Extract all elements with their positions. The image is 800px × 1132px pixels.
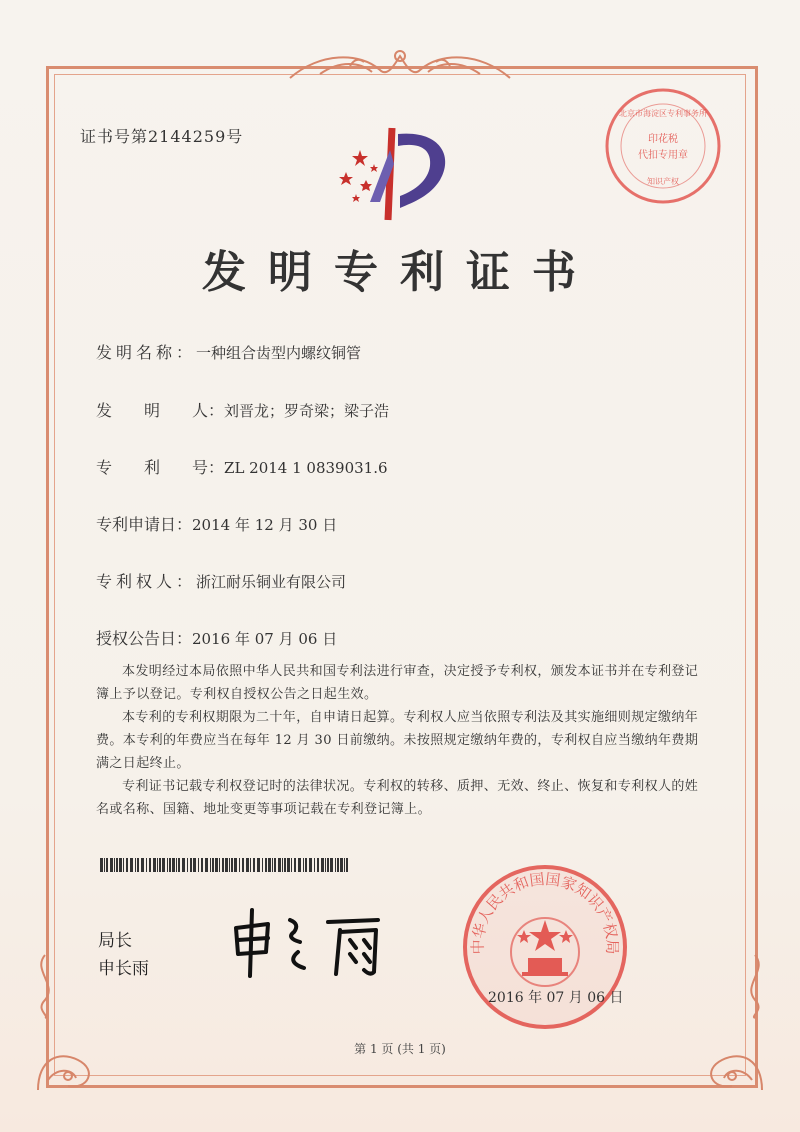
patentee-row (96, 569, 346, 592)
small-stamp-ring-text: 北京市海淀区专利事务所 (619, 109, 707, 118)
invention-name-row (96, 340, 361, 363)
right-side-ornament (740, 950, 770, 1020)
bottom-right-ornament (682, 1020, 772, 1100)
announcement-date-label: 授权公告日： (96, 629, 193, 648)
filing-date-label: 专利申请日： (96, 515, 193, 534)
invention-name-value: 一种组合齿型内螺纹铜管 (196, 344, 362, 362)
small-stamp-line2: 代扣专用章 (638, 150, 688, 161)
director-title: 局长 (98, 931, 132, 951)
bottom-left-ornament (28, 1020, 118, 1100)
certificate-number: 证书号第2144259号 (80, 127, 244, 146)
patent-number-label: 专 利 号： (96, 458, 225, 477)
tax-stamp-seal (603, 86, 723, 206)
director-name: 申长雨 (98, 959, 149, 979)
filing-date-value: 2014 年 12 月 30 日 (192, 516, 338, 534)
filing-date-row (96, 512, 337, 535)
barcode (100, 858, 352, 872)
patent-number-row (96, 455, 388, 478)
inventor-row (96, 398, 389, 421)
certificate-body (96, 660, 702, 821)
body-paragraph-3: 专利证书记载专利权登记时的法律状况。专利权的转移、质押、无效、终止、恢复和专利权人的姓名或名称、国籍、地址变更等事项记载在专利登记簿上。 (96, 779, 699, 817)
invention-name-label: 发明名称： (96, 343, 197, 362)
page-title: 发明专利证书 (202, 247, 598, 298)
small-stamp-line1: 印花税 (648, 134, 678, 145)
top-ornament (280, 42, 520, 88)
body-paragraph-2: 本专利的专利权期限为二十年，自申请日起算。专利权人应当依照专利法及其实施细则规定缴纳年费。本专利的年费应当在每年 12 月 30 日前缴纳。未按照规定缴纳年费的，专利权自应当缴纳年费期满之日起终止。 (96, 710, 699, 771)
left-side-ornament (30, 950, 60, 1020)
body-paragraph-1: 本发明经过本局依照中华人民共和国专利法进行审查，决定授予专利权，颁发本证书并在专利登记簿上予以登记。专利权自授权公告之日起生效。 (96, 664, 699, 702)
page-number: 第 1 页 (共 1 页) (354, 1042, 446, 1056)
patent-office-logo-icon (330, 120, 460, 225)
seal-text: 中华人民共和国国家知识产权局 (468, 870, 622, 955)
small-stamp-bottom-text: 知识产权 (647, 177, 679, 186)
inventor-label: 发 明 人： (96, 401, 225, 420)
issue-date: 2016 年 07 月 06 日 (488, 990, 624, 1006)
announcement-date-row (96, 626, 337, 649)
inventor-value: 刘晋龙；罗奇梁；梁子浩 (224, 402, 390, 420)
announcement-date-value: 2016 年 07 月 06 日 (192, 630, 338, 648)
patentee-value: 浙江耐乐铜业有限公司 (196, 573, 347, 591)
director-signature (228, 900, 393, 980)
patentee-label: 专利权人： (96, 572, 197, 591)
patent-number-value: ZL 2014 1 0839031.6 (224, 459, 388, 477)
